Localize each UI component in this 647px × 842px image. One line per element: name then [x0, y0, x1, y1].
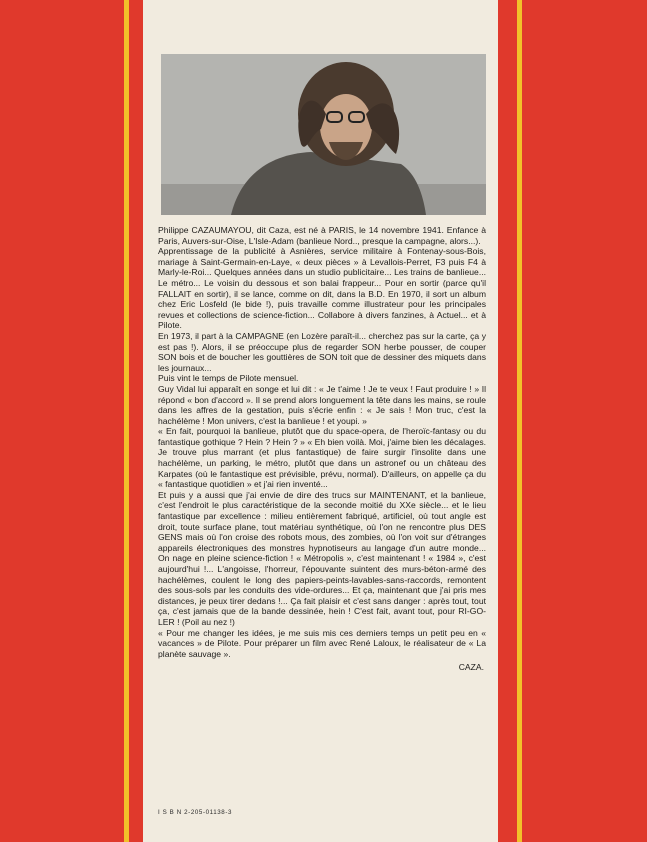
signature: CAZA. [458, 662, 484, 673]
right-yellow-stripe [517, 0, 522, 842]
author-biography [158, 225, 486, 673]
bio-paragraph: « Pour me changer les idées, je me suis mis ces derniers temps un petit peu en « vacances » de Pilote. Pour préparer un film avec René Laloux, le réalisateur de « La planète sauvage ». [158, 627, 486, 659]
bio-paragraph: « En fait, pourquoi la banlieue, plutôt que du space-opera, de l'heroïc-fantasy ou du fantastique gothique ? Hein ? Hein ? » « Eh bien voilà. Moi, j'aime bien les décalages. Je trouve plus marrant (et plus fantastique) de faire surgir l'insolite dans une hachélème, un parking, le métro, plutôt que dans un astronef ou un château des Karpates (où le fantastique est prévisible, prévu, normal). D'ailleurs, on appelle ça du « fantastique quotidien » et j'ai rien inventé... [158, 426, 486, 490]
bio-paragraph: Et puis y a aussi que j'ai envie de dire des trucs sur MAINTENANT, et la banlieue, c'est l'endroit le plus caractéristique de la seconde moitié du XXe siècle... et le lieu fantastique par excellence : milieu entièrement fabriqué, artificiel, où tout angle est droit, toute surface plane, tout matériau synthétique, où l'on ne rencontre plus DES GENS mais où l'on croise des robots mous, des zombies, où l'on voit sur d'étranges appareils électroniques des monstres hypnotiseurs au langage d'un autre monde... On nage en pleine science-fiction ! « Métropolis », c'est maintenant ! « 1984 », c'est aujourd'hui !... L'angoisse, l'horreur, l'épouvante suintent des murs-béton-armé des hachélèmes, coulent le long des papiers-peints-lavables-sans-raccords, remontent des sous-sols par les conduits des vide-ordures... Et ça, maintenant que j'ai pris mes distances, je peux tirer dedans !... Ça fait plaisir et c'est sans danger : après tout, tout ça, c'est jamais que de la bande dessinée, hein ! C'est fait, avant tout, pour RI-GO-LER ! (Poil au nez !) [158, 489, 486, 627]
bio-paragraph: Puis vint le temps de Pilote mensuel. [158, 373, 299, 384]
isbn-number: I S B N 2-205-01138-3 [158, 809, 233, 816]
bio-paragraph: Apprentissage de la publicité à Asnières, service militaire à Fontenay-sous-Bois, mariage à Saint-Germain-en-Laye, « deux pièces » à Levallois-Perret, F3 puis F4 à Marly-le-Roi... Quelques années dans un studio publicitaire... Les trains de banlieue... Le métro... Le voisin du dessous et son balai frappeur... Pour en sortir (parce qu'il FALLAIT en sortir), il se lance, comme on dit, dans la B.D. En 1970, il sort un album chez Eric Losfeld (le bide !), puis travaille comme illustrateur pour les principales revues et collections de science-fiction... Collabore à divers fanzines, à Actuel... et à Pilote. [158, 246, 486, 331]
bio-paragraph: En 1973, il part à la CAMPAGNE (en Lozère paraît-il... cherchez pas sur la carte, ça y est pas !). Alors, il se préoccupe plus de regarder SON herbe pousser, de couper SON bois et de boucher les gouttières de SON toit que de dessiner des miquets dans les journaux... [158, 330, 486, 373]
text-panel [143, 0, 498, 842]
author-photo [161, 54, 486, 215]
bio-paragraph: Philippe CAZAUMAYOU, dit Caza, est né à PARIS, le 14 novembre 1941. Enfance à Paris, Auvers-sur-Oise, L'Isle-Adam (banlieue Nord.., presque la campagne, alors...). [158, 225, 486, 246]
bio-paragraph: Guy Vidal lui apparaît en songe et lui dit : « Je t'aime ! Je te veux ! Faut produire ! » Il répond « bon d'accord ». Il se prend alors longuement la tête dans les mains, se roule dans les affres de la gestation, puis s'écrie enfin : « Je sais ! Mon truc, c'est la hachélème ! Mon univers, c'est la banlieue ! et youpi. » [158, 383, 486, 426]
left-yellow-stripe [124, 0, 129, 842]
